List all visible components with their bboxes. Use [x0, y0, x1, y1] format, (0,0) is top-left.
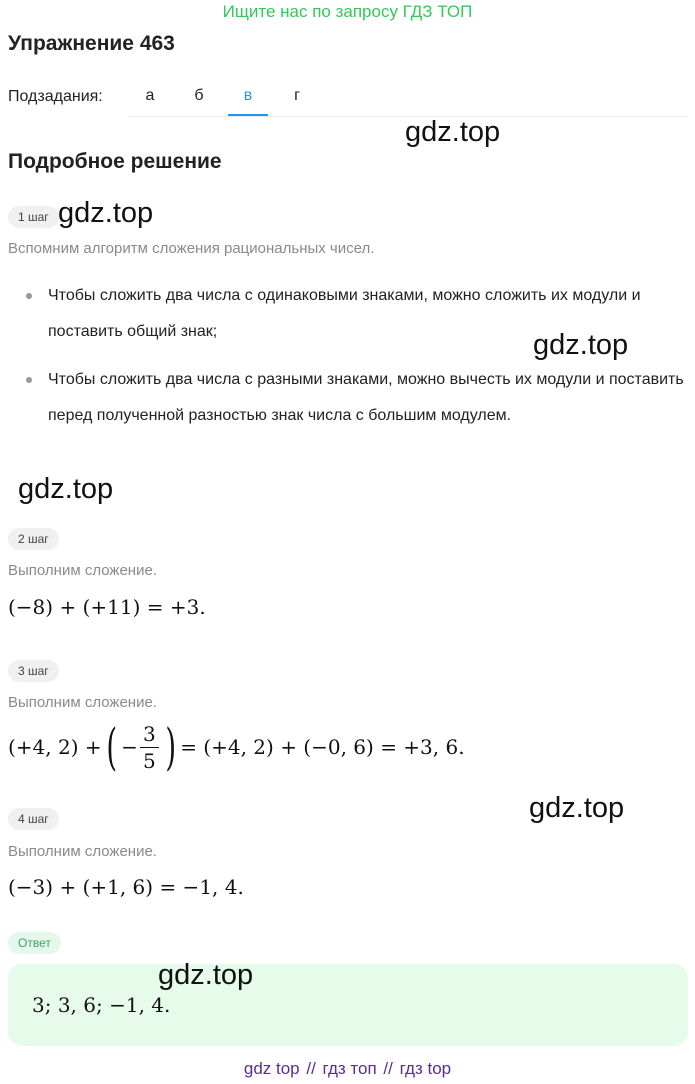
- answer-badge: Ответ: [8, 932, 61, 954]
- formula-part: = (+4, 2) + (−0, 6) = +3, 6.: [180, 735, 465, 759]
- watermark: gdz.top: [405, 116, 501, 148]
- footer-link-gdz-top-mixed[interactable]: гдз top: [399, 1059, 452, 1078]
- formula-part: −: [121, 735, 138, 759]
- list-item: Чтобы сложить два числа с разными знаками, можно вычесть их модули и поставить перед полученной разностью знак числа с большим модулем.: [22, 362, 695, 434]
- formula: (−8) + (+11) = +3.: [8, 595, 206, 619]
- footer-link-gdz-top-ru[interactable]: гдз топ: [322, 1059, 377, 1078]
- fraction-denominator: 5: [142, 748, 156, 773]
- right-paren: ): [165, 718, 176, 776]
- subtask-tab-v[interactable]: в: [228, 76, 268, 116]
- fraction: [140, 721, 159, 773]
- watermark: gdz.top: [58, 197, 154, 229]
- watermark: gdz.top: [533, 329, 629, 361]
- formula-part: (+4, 2) +: [8, 735, 102, 759]
- list-item: Чтобы сложить два числа с одинаковыми знаками, можно сложить их модули и поставить общий знак;: [22, 278, 668, 350]
- subtasks-tab-bar: [128, 76, 688, 117]
- footer-links: [0, 1059, 695, 1079]
- watermark: gdz.top: [158, 959, 254, 991]
- footer-separator: //: [383, 1059, 393, 1078]
- subtask-tab-g[interactable]: г: [294, 87, 300, 104]
- step-badge: 1 шаг: [8, 206, 59, 228]
- subtasks-label: Подзадания:: [8, 88, 103, 105]
- subtask-tab-b[interactable]: б: [194, 87, 204, 104]
- watermark: gdz.top: [529, 792, 625, 824]
- step-badge: 2 шаг: [8, 528, 59, 550]
- subtask-tab-a[interactable]: а: [145, 87, 155, 104]
- fraction-numerator: 3: [140, 724, 159, 748]
- footer-link-gdz-top[interactable]: gdz top: [243, 1059, 300, 1078]
- step-text: Вспомним алгоритм сложения рациональных чисел.: [8, 240, 375, 257]
- formula: [8, 712, 465, 782]
- step-text: Выполним сложение.: [8, 694, 157, 711]
- left-paren: (: [106, 718, 117, 776]
- footer-separator: //: [306, 1059, 316, 1078]
- page-title: Упражнение 463: [8, 32, 175, 55]
- answer-value: 3; 3, 6; −1, 4.: [32, 993, 171, 1017]
- step-text: Выполним сложение.: [8, 843, 157, 860]
- search-hint-banner: Ищите нас по запросу ГДЗ ТОП: [222, 2, 473, 21]
- step-badge: 3 шаг: [8, 660, 59, 682]
- step-text: Выполним сложение.: [8, 562, 157, 579]
- step-badge: 4 шаг: [8, 808, 59, 830]
- formula: (−3) + (+1, 6) = −1, 4.: [8, 875, 244, 899]
- watermark: gdz.top: [18, 473, 114, 505]
- solution-title: Подробное решение: [8, 150, 222, 173]
